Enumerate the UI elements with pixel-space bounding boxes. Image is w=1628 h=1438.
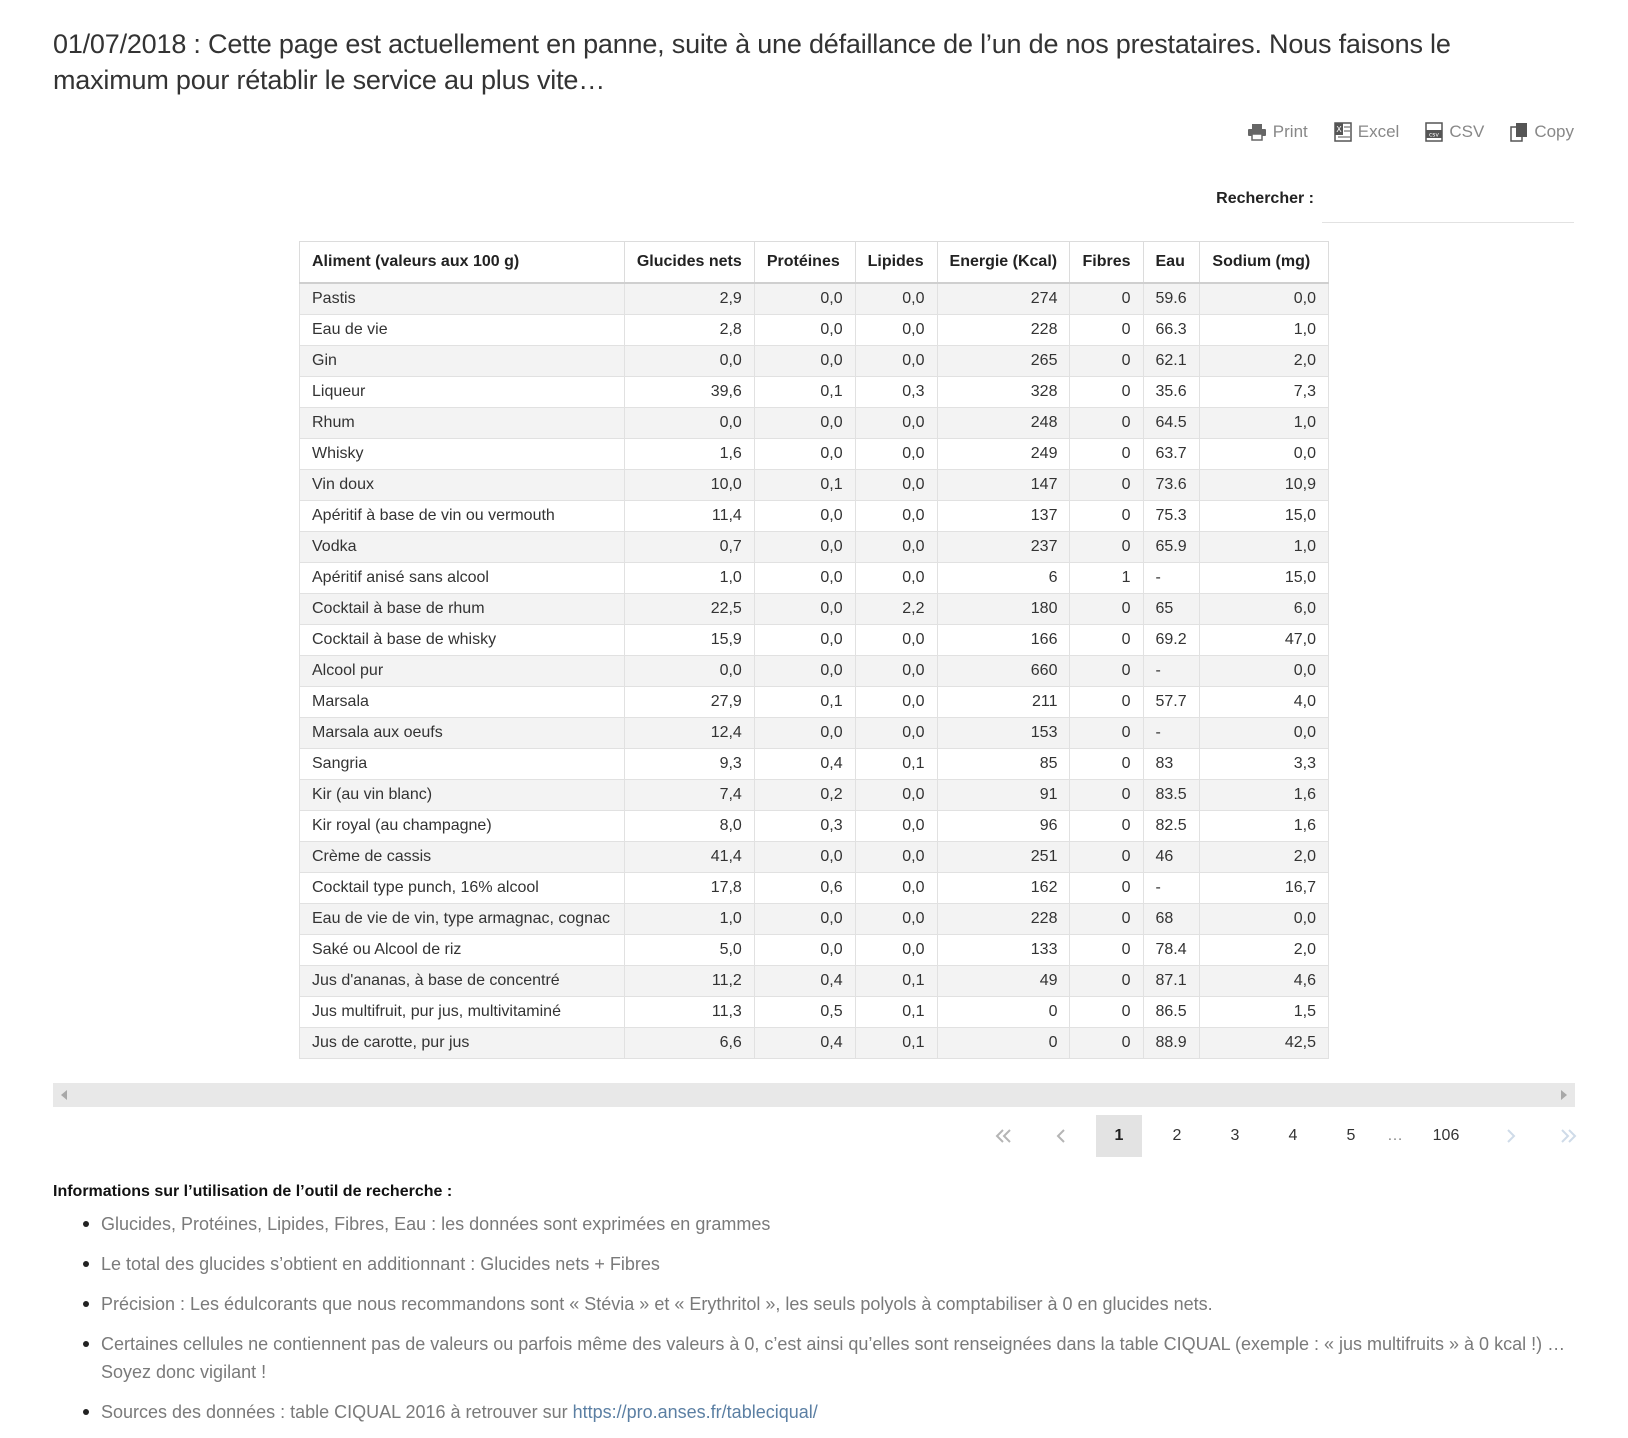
cell-lipides: 0,0 bbox=[855, 904, 937, 935]
cell-sodium: 1,6 bbox=[1200, 780, 1329, 811]
excel-icon bbox=[1334, 122, 1352, 142]
column-header-fibres[interactable]: Fibres bbox=[1070, 242, 1143, 284]
cell-eau: 86.5 bbox=[1143, 997, 1200, 1028]
cell-sodium: 15,0 bbox=[1200, 501, 1329, 532]
cell-proteines: 0,0 bbox=[754, 904, 855, 935]
cell-glucides: 7,4 bbox=[624, 780, 754, 811]
table-row bbox=[300, 594, 1329, 625]
cell-eau: 87.1 bbox=[1143, 966, 1200, 997]
table-row bbox=[300, 470, 1329, 501]
cell-glucides: 2,9 bbox=[624, 283, 754, 315]
cell-proteines: 0,1 bbox=[754, 687, 855, 718]
cell-glucides: 1,0 bbox=[624, 563, 754, 594]
cell-energie: 0 bbox=[937, 1028, 1070, 1059]
cell-sodium: 0,0 bbox=[1200, 656, 1329, 687]
table-row bbox=[300, 283, 1329, 315]
first-page-icon[interactable] bbox=[980, 1115, 1026, 1157]
column-header-energie[interactable]: Energie (Kcal) bbox=[937, 242, 1070, 284]
cell-lipides: 0,0 bbox=[855, 811, 937, 842]
info-item: Le total des glucides s’obtient en additionnant : Glucides nets + Fibres bbox=[101, 1250, 1601, 1278]
table-row bbox=[300, 873, 1329, 904]
cell-eau: 75.3 bbox=[1143, 501, 1200, 532]
cell-energie: 251 bbox=[937, 842, 1070, 873]
cell-glucides: 11,4 bbox=[624, 501, 754, 532]
cell-eau: - bbox=[1143, 873, 1200, 904]
cell-energie: 237 bbox=[937, 532, 1070, 563]
cell-fibres: 0 bbox=[1070, 656, 1143, 687]
cell-glucides: 22,5 bbox=[624, 594, 754, 625]
cell-lipides: 0,0 bbox=[855, 283, 937, 315]
cell-eau: 73.6 bbox=[1143, 470, 1200, 501]
cell-energie: 137 bbox=[937, 501, 1070, 532]
table-row bbox=[300, 966, 1329, 997]
cell-fibres: 0 bbox=[1070, 470, 1143, 501]
cell-proteines: 0,0 bbox=[754, 501, 855, 532]
cell-fibres: 0 bbox=[1070, 873, 1143, 904]
cell-lipides: 0,1 bbox=[855, 749, 937, 780]
cell-sodium: 47,0 bbox=[1200, 625, 1329, 656]
cell-glucides: 11,3 bbox=[624, 997, 754, 1028]
table-row bbox=[300, 904, 1329, 935]
cell-glucides: 5,0 bbox=[624, 935, 754, 966]
cell-sodium: 42,5 bbox=[1200, 1028, 1329, 1059]
cell-eau: 69.2 bbox=[1143, 625, 1200, 656]
cell-glucides: 0,0 bbox=[624, 656, 754, 687]
cell-energie: 85 bbox=[937, 749, 1070, 780]
cell-proteines: 0,0 bbox=[754, 625, 855, 656]
cell-eau: 83.5 bbox=[1143, 780, 1200, 811]
sources-text: Sources des données : table CIQUAL 2016 à retrouver sur bbox=[101, 1402, 573, 1422]
cell-glucides: 41,4 bbox=[624, 842, 754, 873]
info-item-sources bbox=[101, 1398, 1601, 1426]
cell-eau: 82.5 bbox=[1143, 811, 1200, 842]
info-item: Certaines cellules ne contiennent pas de valeurs ou parfois même des valeurs à 0, c’est ainsi qu’elles sont renseignées dans la table CIQUAL (exemple : « jus multifruits » à 0 kcal !) … Soyez donc vigilant ! bbox=[101, 1330, 1601, 1386]
table-row bbox=[300, 656, 1329, 687]
scroll-left-icon[interactable] bbox=[61, 1090, 67, 1100]
cell-aliment: Jus de carotte, pur jus bbox=[300, 1028, 625, 1059]
cell-proteines: 0,0 bbox=[754, 346, 855, 377]
column-header-glucides[interactable]: Glucides nets bbox=[624, 242, 754, 284]
cell-fibres: 0 bbox=[1070, 935, 1143, 966]
cell-lipides: 0,0 bbox=[855, 656, 937, 687]
cell-aliment: Apéritif à base de vin ou vermouth bbox=[300, 501, 625, 532]
cell-sodium: 2,0 bbox=[1200, 346, 1329, 377]
cell-aliment: Saké ou Alcool de riz bbox=[300, 935, 625, 966]
column-header-lipides[interactable]: Lipides bbox=[855, 242, 937, 284]
cell-energie: 249 bbox=[937, 439, 1070, 470]
cell-proteines: 0,0 bbox=[754, 594, 855, 625]
cell-aliment: Marsala bbox=[300, 687, 625, 718]
cell-aliment: Eau de vie de vin, type armagnac, cognac bbox=[300, 904, 625, 935]
cell-glucides: 8,0 bbox=[624, 811, 754, 842]
cell-lipides: 0,0 bbox=[855, 439, 937, 470]
cell-lipides: 0,0 bbox=[855, 687, 937, 718]
cell-glucides: 27,9 bbox=[624, 687, 754, 718]
cell-aliment: Marsala aux oeufs bbox=[300, 718, 625, 749]
copy-icon bbox=[1510, 122, 1528, 142]
cell-eau: 65 bbox=[1143, 594, 1200, 625]
info-item: Glucides, Protéines, Lipides, Fibres, Eau : les données sont exprimées en grammes bbox=[101, 1210, 1601, 1238]
cell-fibres: 0 bbox=[1070, 749, 1143, 780]
cell-glucides: 39,6 bbox=[624, 377, 754, 408]
table-row bbox=[300, 811, 1329, 842]
ciqual-link[interactable]: https://pro.anses.fr/tableciqual/ bbox=[572, 1402, 818, 1422]
pagination-ellipsis: … bbox=[1387, 1127, 1403, 1144]
table-header-row bbox=[300, 242, 1329, 284]
table-row bbox=[300, 718, 1329, 749]
info-item: Précision : Les édulcorants que nous recommandons sont « Stévia » et « Erythritol », les seuls polyols à comptabiliser à 0 en glucides nets. bbox=[101, 1290, 1601, 1318]
cell-glucides: 9,3 bbox=[624, 749, 754, 780]
search-label: Rechercher : bbox=[1216, 190, 1314, 207]
cell-energie: 180 bbox=[937, 594, 1070, 625]
cell-lipides: 0,0 bbox=[855, 935, 937, 966]
cell-energie: 147 bbox=[937, 470, 1070, 501]
cell-aliment: Pastis bbox=[300, 283, 625, 315]
cell-proteines: 0,0 bbox=[754, 563, 855, 594]
cell-aliment: Cocktail à base de rhum bbox=[300, 594, 625, 625]
cell-glucides: 15,9 bbox=[624, 625, 754, 656]
table-row bbox=[300, 625, 1329, 656]
cell-eau: 64.5 bbox=[1143, 408, 1200, 439]
cell-lipides: 0,0 bbox=[855, 408, 937, 439]
svg-text:X: X bbox=[1336, 125, 1342, 134]
table-row bbox=[300, 1028, 1329, 1059]
cell-lipides: 0,0 bbox=[855, 780, 937, 811]
search-input[interactable] bbox=[1322, 188, 1574, 223]
cell-energie: 162 bbox=[937, 873, 1070, 904]
cell-proteines: 0,0 bbox=[754, 718, 855, 749]
cell-proteines: 0,1 bbox=[754, 470, 855, 501]
cell-aliment: Jus d'ananas, à base de concentré bbox=[300, 966, 625, 997]
cell-lipides: 0,0 bbox=[855, 315, 937, 346]
previous-page-icon[interactable] bbox=[1038, 1115, 1084, 1157]
cell-proteines: 0,2 bbox=[754, 780, 855, 811]
cell-proteines: 0,4 bbox=[754, 966, 855, 997]
search-box bbox=[1216, 188, 1574, 223]
cell-eau: - bbox=[1143, 718, 1200, 749]
cell-aliment: Vin doux bbox=[300, 470, 625, 501]
cell-fibres: 0 bbox=[1070, 408, 1143, 439]
cell-energie: 153 bbox=[937, 718, 1070, 749]
cell-glucides: 1,0 bbox=[624, 904, 754, 935]
cell-aliment: Gin bbox=[300, 346, 625, 377]
printer-icon bbox=[1247, 123, 1267, 141]
column-header-sodium[interactable]: Sodium (mg) bbox=[1200, 242, 1329, 284]
cell-fibres: 1 bbox=[1070, 563, 1143, 594]
nutrition-table bbox=[299, 241, 1329, 1059]
info-title: Informations sur l’utilisation de l’outil de recherche : bbox=[53, 1183, 453, 1200]
cell-glucides: 0,0 bbox=[624, 408, 754, 439]
horizontal-scrollbar[interactable] bbox=[53, 1083, 1575, 1107]
cell-fibres: 0 bbox=[1070, 346, 1143, 377]
csv-button[interactable] bbox=[1425, 122, 1484, 142]
cell-eau: 62.1 bbox=[1143, 346, 1200, 377]
cell-aliment: Cocktail à base de whisky bbox=[300, 625, 625, 656]
print-button[interactable] bbox=[1247, 122, 1308, 142]
cell-sodium: 2,0 bbox=[1200, 935, 1329, 966]
cell-fibres: 0 bbox=[1070, 780, 1143, 811]
cell-aliment: Apéritif anisé sans alcool bbox=[300, 563, 625, 594]
page-1-button[interactable]: 1 bbox=[1096, 1115, 1142, 1157]
table-row bbox=[300, 346, 1329, 377]
cell-energie: 228 bbox=[937, 315, 1070, 346]
cell-lipides: 0,3 bbox=[855, 377, 937, 408]
cell-proteines: 0,0 bbox=[754, 656, 855, 687]
cell-eau: 46 bbox=[1143, 842, 1200, 873]
table-row bbox=[300, 439, 1329, 470]
cell-energie: 0 bbox=[937, 997, 1070, 1028]
cell-energie: 96 bbox=[937, 811, 1070, 842]
cell-sodium: 15,0 bbox=[1200, 563, 1329, 594]
cell-glucides: 11,2 bbox=[624, 966, 754, 997]
column-header-eau[interactable]: Eau bbox=[1143, 242, 1200, 284]
cell-lipides: 0,0 bbox=[855, 501, 937, 532]
cell-fibres: 0 bbox=[1070, 966, 1143, 997]
cell-aliment: Kir royal (au champagne) bbox=[300, 811, 625, 842]
table-row bbox=[300, 377, 1329, 408]
cell-fibres: 0 bbox=[1070, 377, 1143, 408]
cell-fibres: 0 bbox=[1070, 532, 1143, 563]
cell-energie: 265 bbox=[937, 346, 1070, 377]
cell-energie: 211 bbox=[937, 687, 1070, 718]
cell-glucides: 6,6 bbox=[624, 1028, 754, 1059]
cell-energie: 248 bbox=[937, 408, 1070, 439]
cell-proteines: 0,1 bbox=[754, 377, 855, 408]
info-list bbox=[53, 1210, 1601, 1438]
cell-proteines: 0,0 bbox=[754, 315, 855, 346]
cell-aliment: Sangria bbox=[300, 749, 625, 780]
cell-fibres: 0 bbox=[1070, 904, 1143, 935]
cell-fibres: 0 bbox=[1070, 501, 1143, 532]
column-header-proteines[interactable]: Protéines bbox=[754, 242, 855, 284]
table-row bbox=[300, 935, 1329, 966]
table-row bbox=[300, 408, 1329, 439]
cell-lipides: 0,0 bbox=[855, 873, 937, 904]
cell-sodium: 7,3 bbox=[1200, 377, 1329, 408]
cell-fibres: 0 bbox=[1070, 625, 1143, 656]
cell-sodium: 1,6 bbox=[1200, 811, 1329, 842]
table-row bbox=[300, 687, 1329, 718]
page-106-button[interactable]: 106 bbox=[1432, 1127, 1460, 1144]
cell-glucides: 2,8 bbox=[624, 315, 754, 346]
cell-sodium: 0,0 bbox=[1200, 283, 1329, 315]
cell-proteines: 0,6 bbox=[754, 873, 855, 904]
cell-fibres: 0 bbox=[1070, 687, 1143, 718]
cell-proteines: 0,5 bbox=[754, 997, 855, 1028]
cell-aliment: Eau de vie bbox=[300, 315, 625, 346]
cell-eau: 78.4 bbox=[1143, 935, 1200, 966]
cell-lipides: 0,1 bbox=[855, 966, 937, 997]
cell-sodium: 10,9 bbox=[1200, 470, 1329, 501]
cell-aliment: Crème de cassis bbox=[300, 842, 625, 873]
cell-eau: - bbox=[1143, 656, 1200, 687]
table-body bbox=[300, 283, 1329, 1059]
cell-fibres: 0 bbox=[1070, 1028, 1143, 1059]
scroll-right-icon[interactable] bbox=[1561, 1090, 1567, 1100]
cell-energie: 49 bbox=[937, 966, 1070, 997]
cell-sodium: 1,5 bbox=[1200, 997, 1329, 1028]
column-header-aliment[interactable]: Aliment (valeurs aux 100 g) bbox=[300, 242, 625, 284]
cell-lipides: 0,0 bbox=[855, 346, 937, 377]
cell-energie: 91 bbox=[937, 780, 1070, 811]
table-row bbox=[300, 997, 1329, 1028]
cell-aliment: Liqueur bbox=[300, 377, 625, 408]
svg-text:csv: csv bbox=[1429, 131, 1440, 139]
cell-glucides: 0,0 bbox=[624, 346, 754, 377]
cell-glucides: 17,8 bbox=[624, 873, 754, 904]
csv-label: CSV bbox=[1449, 122, 1485, 141]
cell-aliment: Cocktail type punch, 16% alcool bbox=[300, 873, 625, 904]
cell-eau: 68 bbox=[1143, 904, 1200, 935]
copy-button[interactable] bbox=[1510, 122, 1574, 142]
cell-sodium: 2,0 bbox=[1200, 842, 1329, 873]
next-page-icon[interactable] bbox=[1488, 1115, 1534, 1157]
cell-glucides: 0,7 bbox=[624, 532, 754, 563]
cell-eau: 59.6 bbox=[1143, 283, 1200, 315]
cell-sodium: 4,0 bbox=[1200, 687, 1329, 718]
table-row bbox=[300, 842, 1329, 873]
export-toolbar bbox=[1247, 122, 1574, 142]
cell-aliment: Vodka bbox=[300, 532, 625, 563]
copy-label: Copy bbox=[1534, 122, 1574, 141]
cell-sodium: 6,0 bbox=[1200, 594, 1329, 625]
cell-proteines: 0,0 bbox=[754, 842, 855, 873]
cell-sodium: 3,3 bbox=[1200, 749, 1329, 780]
cell-eau: 65.9 bbox=[1143, 532, 1200, 563]
cell-fibres: 0 bbox=[1070, 811, 1143, 842]
pagination bbox=[980, 1115, 1604, 1157]
table-row bbox=[300, 501, 1329, 532]
cell-energie: 133 bbox=[937, 935, 1070, 966]
cell-fibres: 0 bbox=[1070, 594, 1143, 625]
cell-lipides: 0,0 bbox=[855, 563, 937, 594]
table-row bbox=[300, 315, 1329, 346]
cell-proteines: 0,4 bbox=[754, 749, 855, 780]
cell-lipides: 2,2 bbox=[855, 594, 937, 625]
cell-aliment: Jus multifruit, pur jus, multivitaminé bbox=[300, 997, 625, 1028]
cell-fibres: 0 bbox=[1070, 315, 1143, 346]
cell-eau: 57.7 bbox=[1143, 687, 1200, 718]
page-4-button[interactable]: 4 bbox=[1288, 1127, 1298, 1144]
cell-sodium: 4,6 bbox=[1200, 966, 1329, 997]
table-row bbox=[300, 532, 1329, 563]
cell-fibres: 0 bbox=[1070, 283, 1143, 315]
cell-eau: 88.9 bbox=[1143, 1028, 1200, 1059]
cell-energie: 166 bbox=[937, 625, 1070, 656]
excel-button[interactable] bbox=[1334, 122, 1400, 142]
cell-energie: 228 bbox=[937, 904, 1070, 935]
cell-proteines: 0,4 bbox=[754, 1028, 855, 1059]
cell-eau: 63.7 bbox=[1143, 439, 1200, 470]
cell-aliment: Kir (au vin blanc) bbox=[300, 780, 625, 811]
cell-sodium: 16,7 bbox=[1200, 873, 1329, 904]
cell-fibres: 0 bbox=[1070, 718, 1143, 749]
last-page-icon[interactable] bbox=[1546, 1115, 1592, 1157]
cell-lipides: 0,0 bbox=[855, 532, 937, 563]
cell-eau: - bbox=[1143, 563, 1200, 594]
cell-energie: 328 bbox=[937, 377, 1070, 408]
excel-label: Excel bbox=[1357, 122, 1400, 141]
cell-eau: 83 bbox=[1143, 749, 1200, 780]
cell-sodium: 0,0 bbox=[1200, 904, 1329, 935]
cell-aliment: Whisky bbox=[300, 439, 625, 470]
cell-sodium: 1,0 bbox=[1200, 315, 1329, 346]
cell-proteines: 0,3 bbox=[754, 811, 855, 842]
cell-proteines: 0,0 bbox=[754, 439, 855, 470]
cell-sodium: 0,0 bbox=[1200, 718, 1329, 749]
cell-proteines: 0,0 bbox=[754, 935, 855, 966]
cell-sodium: 1,0 bbox=[1200, 408, 1329, 439]
cell-eau: 66.3 bbox=[1143, 315, 1200, 346]
cell-glucides: 10,0 bbox=[624, 470, 754, 501]
cell-energie: 660 bbox=[937, 656, 1070, 687]
cell-proteines: 0,0 bbox=[754, 532, 855, 563]
table-row bbox=[300, 780, 1329, 811]
cell-fibres: 0 bbox=[1070, 997, 1143, 1028]
cell-eau: 35.6 bbox=[1143, 377, 1200, 408]
csv-icon bbox=[1425, 122, 1443, 142]
page-3-button[interactable]: 3 bbox=[1230, 1127, 1240, 1144]
cell-lipides: 0,0 bbox=[855, 470, 937, 501]
cell-lipides: 0,1 bbox=[855, 1028, 937, 1059]
table-row bbox=[300, 563, 1329, 594]
print-label: Print bbox=[1272, 122, 1308, 141]
cell-lipides: 0,0 bbox=[855, 718, 937, 749]
page-5-button[interactable]: 5 bbox=[1346, 1127, 1356, 1144]
cell-proteines: 0,0 bbox=[754, 408, 855, 439]
page-2-button[interactable]: 2 bbox=[1172, 1127, 1182, 1144]
cell-fibres: 0 bbox=[1070, 439, 1143, 470]
cell-aliment: Alcool pur bbox=[300, 656, 625, 687]
outage-notice: 01/07/2018 : Cette page est actuellement en panne, suite à une défaillance de l’un de nos prestataires. Nous faisons le maximum pour rétablir le service au plus vite… bbox=[53, 29, 1451, 95]
cell-aliment: Rhum bbox=[300, 408, 625, 439]
cell-lipides: 0,1 bbox=[855, 997, 937, 1028]
cell-lipides: 0,0 bbox=[855, 625, 937, 656]
cell-lipides: 0,0 bbox=[855, 842, 937, 873]
cell-fibres: 0 bbox=[1070, 842, 1143, 873]
cell-energie: 6 bbox=[937, 563, 1070, 594]
table-row bbox=[300, 749, 1329, 780]
cell-glucides: 12,4 bbox=[624, 718, 754, 749]
cell-sodium: 0,0 bbox=[1200, 439, 1329, 470]
cell-sodium: 1,0 bbox=[1200, 532, 1329, 563]
cell-glucides: 1,6 bbox=[624, 439, 754, 470]
cell-proteines: 0,0 bbox=[754, 283, 855, 315]
cell-energie: 274 bbox=[937, 283, 1070, 315]
